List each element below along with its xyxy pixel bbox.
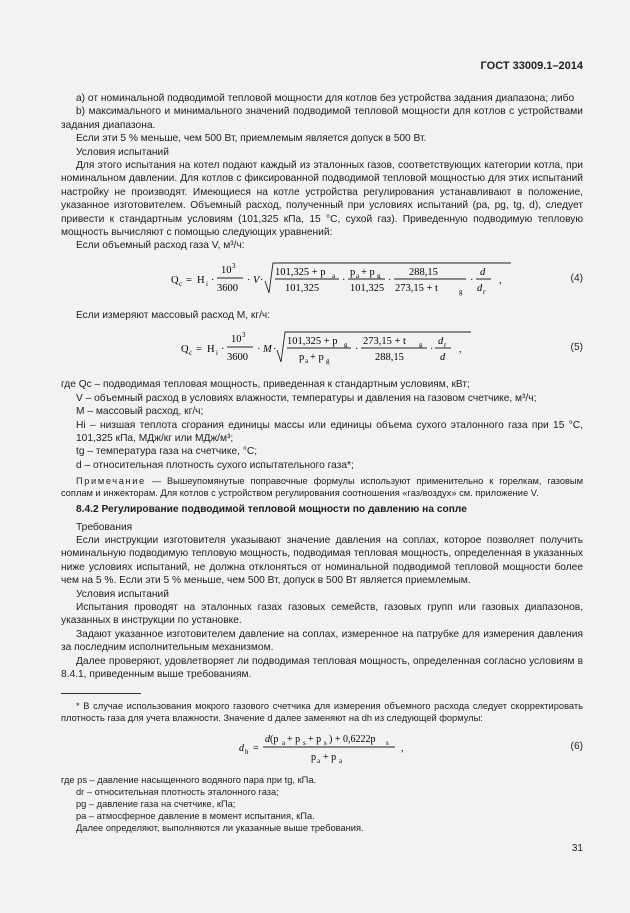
svg-text:d: d (480, 266, 486, 278)
svg-text:d: d (477, 282, 483, 294)
test-description: Для этого испытания на котел подают каждый из эталонных газов, соответствующих категории котла, при номинальном давлении. Для котлов с фиксированной подводимой тепловой мощностью для этих испытаний настройку не производят. Имеющиеся на котле устройства регулирования устанавливают в положение, указанное изготовителем. Объемный расход, полученный при условиях испытаний (pa, pg, tg, d), следует привести к стандартным условиям (101,325 кПа, 15 °С, сухой газ). Приведенную подводимую тепловую мощность вычисляют с помощью следующих уравнений: (61, 160, 583, 239)
footnote-ps: где ps – давление насыщенного водяного пара при tg, кПа. (61, 775, 317, 786)
equation-number-6: (6) (570, 741, 583, 753)
svg-text:10: 10 (221, 264, 232, 276)
svg-text:10: 10 (231, 334, 242, 346)
where-d: d – относительная плотность сухого испытательного газа*; (76, 459, 354, 471)
svg-text:·: · (470, 274, 474, 286)
svg-text:a: a (305, 357, 309, 366)
svg-text:Q: Q (171, 274, 179, 286)
svg-text:+ p: + p (308, 734, 322, 746)
svg-text:g: g (344, 341, 348, 350)
svg-text:V: V (253, 274, 260, 286)
svg-text:+ p: + p (310, 352, 324, 364)
where-hi: Hi – низшая теплота сгорания единицы массы или единицы объема сухого эталонного газа при 15 °С, 101,325 кПа, МДж/кг или МДж/м³; (76, 419, 583, 444)
svg-text:·: · (221, 344, 225, 356)
svg-text:·: · (211, 274, 215, 286)
svg-text:a: a (356, 271, 360, 280)
formula-5 (171, 326, 591, 372)
page-content (61, 92, 583, 834)
page-number: 31 (571, 843, 583, 854)
svg-text:H: H (197, 274, 205, 286)
svg-text:3600: 3600 (227, 352, 248, 364)
svg-text:g: g (326, 357, 330, 366)
footnote-pa: pa – атмосферное давление в момент испытания, кПа. (76, 811, 315, 822)
volumetric-intro: Если объемный расход газа V, м³/ч: (76, 240, 245, 252)
svg-text:+ p: + p (287, 734, 301, 746)
svg-text:p: p (311, 752, 316, 764)
svg-text:p: p (299, 352, 305, 364)
svg-text:·: · (355, 344, 359, 356)
equation-6 (61, 728, 583, 768)
svg-text:) + 0,6222p: ) + 0,6222p (329, 734, 376, 746)
svg-text:·: · (247, 274, 251, 286)
svg-text:·: · (388, 274, 392, 286)
svg-text:=: = (253, 743, 259, 755)
conditions-heading: Условия испытаний (76, 588, 169, 600)
note (61, 475, 583, 499)
svg-text:288,15: 288,15 (409, 266, 438, 278)
svg-text:r: r (483, 287, 486, 296)
svg-text:,: , (401, 743, 404, 755)
svg-text:288,15: 288,15 (375, 352, 404, 364)
svg-text:a: a (339, 757, 343, 766)
where-qc: где Qc – подводимая тепловая мощность, приведенная к стандартным условиям, кВт; (61, 379, 470, 391)
note-text: — Вышеупомянутые поправочные формулы используют применительно к горелкам, газовым соплам и инжекторам. Для котлов с устройством регулирования соотношения «газ/воздух» см. приложение V. (61, 476, 583, 499)
svg-text:·: · (342, 274, 346, 286)
svg-text:·: · (273, 344, 277, 356)
svg-text:c: c (189, 349, 193, 358)
svg-text:·: · (430, 344, 434, 356)
svg-text:g: g (459, 287, 463, 296)
svg-text:H: H (207, 344, 215, 356)
svg-text:a: a (282, 739, 286, 748)
svg-text:101,325: 101,325 (285, 282, 320, 294)
footnote-dr: dr – относительная плотность эталонного газа; (76, 787, 279, 798)
svg-text:·: · (260, 274, 264, 286)
formula-4 (161, 257, 581, 303)
footnote-final: Далее определяют, выполняются ли указанные выше требования. (76, 823, 364, 834)
mass-intro: Если измеряют массовый расход M, кг/ч: (76, 309, 271, 321)
svg-text:3: 3 (242, 331, 246, 340)
svg-text:=: = (196, 344, 202, 356)
svg-text:+ p: + p (323, 752, 337, 764)
footnote-pg: pg – давление газа на счетчике, кПа; (76, 799, 236, 810)
standard-header: ГОСТ 33009.1–2014 (480, 60, 583, 72)
tolerance-text: Если эти 5 % меньше, чем 500 Вт, приемлемым является допуск в 500 Вт. (76, 133, 427, 145)
svg-text:+ p: + p (361, 266, 375, 278)
svg-text:d: d (438, 336, 444, 348)
svg-text:d: d (440, 352, 446, 364)
svg-text:a: a (332, 271, 336, 280)
svg-text:,: , (499, 274, 502, 286)
svg-text:273,15 + t: 273,15 + t (363, 336, 406, 348)
equation-5 (61, 326, 583, 372)
svg-text:273,15 + t: 273,15 + t (395, 282, 438, 294)
svg-text:i: i (216, 349, 218, 358)
svg-text:g: g (377, 271, 381, 280)
item-a: а) от номинальной подводимой тепловой мощности для котлов без устройства задания диапазона; либо (76, 93, 575, 104)
footnote-separator (61, 693, 141, 694)
svg-text:101,325: 101,325 (350, 282, 385, 294)
svg-text:g: g (419, 341, 423, 350)
where-v: V – объемный расход в условиях влажности, температуры и давления на газовом счетчике, м³/ч; (76, 392, 537, 404)
note-label: Примечание (76, 476, 146, 487)
where-m: M – массовый расход, кг/ч; (76, 406, 204, 418)
svg-text:3600: 3600 (217, 282, 238, 294)
svg-text:p: p (350, 266, 356, 278)
svg-text:d(p: d(p (265, 734, 279, 746)
requirements-text: Если инструкции изготовителя указывают значение давления на соплах, которое позволяет получить номинальную подводимую тепловую мощность, подводимая тепловая мощность, определенная в указанных ниже условиях испытаний, не должна отклоняться от номинальной подводимой тепловой мощности более чем на 5 %. Если эти 5 % меньше, чем 500 Вт, допуск в 500 Вт является приемлемым. (61, 534, 583, 587)
svg-text:r: r (444, 341, 447, 350)
svg-text:s: s (324, 739, 327, 748)
item-b: b) максимального и минимального значений подводимой тепловой мощности для котлов с устройствами задания диапазона. (61, 106, 583, 131)
svg-text:Q: Q (181, 344, 189, 356)
svg-text:101,325 + p: 101,325 + p (275, 266, 326, 278)
svg-text:s: s (303, 739, 306, 748)
equation-number-4: (4) (570, 272, 583, 284)
svg-text:,: , (459, 344, 462, 356)
conditions-text: Испытания проводят на эталонных газах газовых семейств, газовых групп или газовых диапазонов, указанных в инструкции по установке. (61, 601, 583, 627)
svg-text:i: i (206, 279, 208, 288)
svg-text:3: 3 (232, 261, 236, 270)
svg-text:a: a (317, 757, 321, 766)
svg-text:101,325 + p: 101,325 + p (287, 336, 338, 348)
check-text: Далее проверяют, удовлетворяет ли подводимая тепловая мощность, определенная согласно условиям в 8.4.1, приведенным выше требованиям. (61, 655, 583, 680)
equation-number-5: (5) (570, 342, 583, 354)
formula-6 (231, 728, 531, 768)
section-title: 8.4.2 Регулирование подводимой тепловой мощности по давлению на сопле (76, 504, 467, 516)
svg-text:d: d (239, 743, 244, 755)
pressure-setting-text: Задают указанное изготовителем давление на соплах, измеренное на патрубке для измерения давления за последним исполнительным механизмом. (61, 628, 583, 654)
equation-4 (61, 257, 583, 303)
svg-text:M: M (263, 344, 272, 356)
svg-text:s: s (386, 739, 389, 748)
test-conditions-heading: Условия испытаний (76, 146, 169, 158)
footnote-text: * В случае использования мокрого газового счетчика для измерения объемного расхода следует скорректировать плотность газа для учета влажности. Значение d далее заменяют на dh из следующей формулы: (61, 701, 583, 724)
svg-text:c: c (179, 279, 183, 288)
svg-text:h: h (245, 748, 249, 757)
where-tg: tg – температура газа на счетчике, °С; (76, 446, 258, 458)
svg-text:·: · (257, 344, 261, 356)
svg-text:=: = (186, 274, 192, 286)
requirements-heading: Требования (76, 521, 133, 533)
